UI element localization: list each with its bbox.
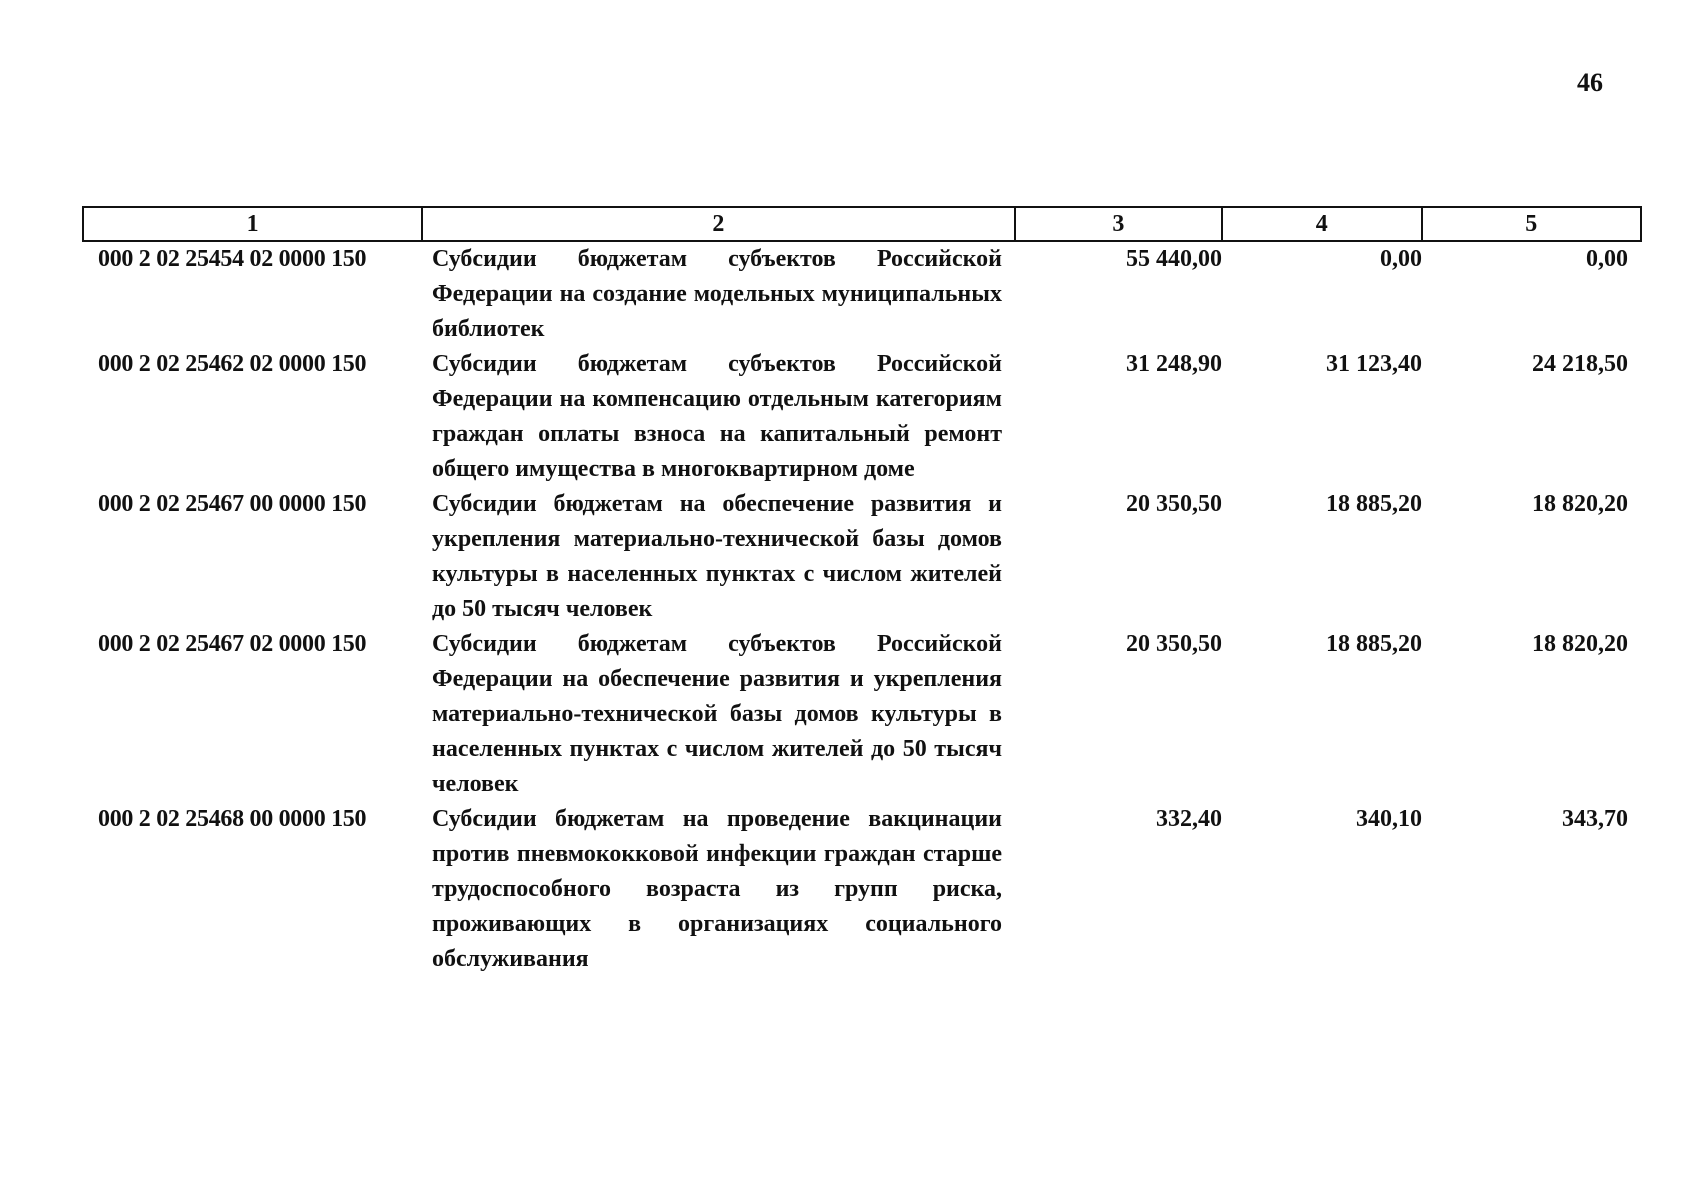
header-col-1: 1 xyxy=(84,208,423,240)
amount-col-4: 18 885,20 xyxy=(1326,631,1422,657)
header-col-3: 3 xyxy=(1016,208,1223,240)
amount-col-4: 18 885,20 xyxy=(1326,491,1422,517)
budget-code: 000 2 02 25467 02 0000 150 xyxy=(98,631,367,657)
header-col-2: 2 xyxy=(423,208,1015,240)
amount-col-5: 24 218,50 xyxy=(1532,351,1628,377)
amount-col-4: 0,00 xyxy=(1380,246,1422,272)
item-name: Субсидии бюджетам на проведение вакцинации против пневмококковой инфекции граждан старше трудоспособного возраста из групп риска, проживающих в организациях социального обслуживания xyxy=(432,806,1002,972)
item-name: Субсидии бюджетам субъектов Российской Федерации на создание модельных муниципальных библиотек xyxy=(432,246,1002,342)
budget-code: 000 2 02 25454 02 0000 150 xyxy=(98,246,367,272)
item-name: Субсидии бюджетам на обеспечение развития и укрепления материально-технической базы домов культуры в населенных пунктах с числом жителей до 50 тысяч человек xyxy=(432,491,1002,622)
budget-code: 000 2 02 25468 00 0000 150 xyxy=(98,806,367,832)
item-name: Субсидии бюджетам субъектов Российской Федерации на компенсацию отдельным категориям граждан оплаты взноса на капитальный ремонт общего имущества в многоквартирном доме xyxy=(432,351,1002,482)
table-row xyxy=(82,242,1642,347)
amount-col-5: 18 820,20 xyxy=(1532,631,1628,657)
budget-code: 000 2 02 25467 00 0000 150 xyxy=(98,491,367,517)
amount-col-5: 0,00 xyxy=(1586,246,1628,272)
amount-col-3: 31 248,90 xyxy=(1126,351,1222,377)
budget-code: 000 2 02 25462 02 0000 150 xyxy=(98,351,367,377)
table-header xyxy=(82,206,1642,242)
table-row xyxy=(82,802,1642,977)
amount-col-3: 55 440,00 xyxy=(1126,246,1222,272)
amount-col-5: 343,70 xyxy=(1562,806,1628,832)
header-col-4: 4 xyxy=(1223,208,1422,240)
amount-col-5: 18 820,20 xyxy=(1532,491,1628,517)
amount-col-3: 332,40 xyxy=(1156,806,1222,832)
table-row xyxy=(82,487,1642,627)
table-body xyxy=(82,242,1642,977)
page-number: 46 xyxy=(1577,68,1603,97)
amount-col-3: 20 350,50 xyxy=(1126,491,1222,517)
header-col-5: 5 xyxy=(1525,211,1538,237)
amount-col-4: 340,10 xyxy=(1356,806,1422,832)
item-name: Субсидии бюджетам субъектов Российской Федерации на обеспечение развития и укрепления материально-технической базы домов культуры в населенных пунктах с числом жителей до 50 тысяч человек xyxy=(432,631,1002,797)
table-row xyxy=(82,627,1642,802)
amount-col-3: 20 350,50 xyxy=(1126,631,1222,657)
table-row xyxy=(82,347,1642,487)
amount-col-4: 31 123,40 xyxy=(1326,351,1422,377)
